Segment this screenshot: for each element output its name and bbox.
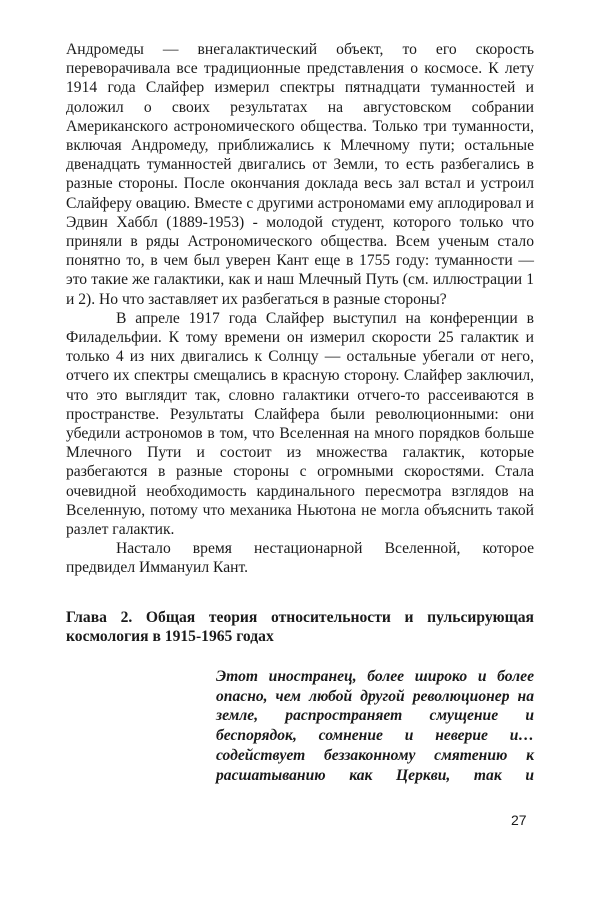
paragraph-slipher-philadelphia: В апреле 1917 года Слайфер выступил на конференции в Филадельфии. К тому времени он измерил скорости 25 галактик и только 4 из них двигались к Солнцу — остальные убегали от него, отчего их спектры смещались в красную сторону. Слайфер заключил, что это выглядит так, словно галактики отчего-то рассеиваются в пространстве. Результаты Слайфера были революционными: они убедили астрономов в том, что Вселенная на много порядков больше Млечного Пути и состоит из множества галактик, которые разбегаются в разные стороны с огромными скоростями. Стала очевидной необходимость кардинального пересмотра взглядов на Вселенную, потому что механика Ньютона не могла объяснить такой разлет галактик. bbox=[66, 309, 534, 539]
chapter-heading: Глава 2. Общая теория относительности и пульсирующая космология в 1915-1965 годах bbox=[66, 608, 534, 646]
paragraph-continued: Андромеды — внегалактический объект, то его скорость переворачивала все традиционные представления о космосе. К лету 1914 года Слайфер измерил спектры пятнадцати туманностей и доложил о своих результатах на августовском собрании Американского астрономического общества. Только три туманности, включая Андромеду, приближались к Млечному пути; остальные двенадцать туманностей двигались от Земли, то есть разбегались в разные стороны. После окончания доклада весь зал встал и устроил Слайферу овацию. Вместе с другими астрономами ему аплодировал и Эдвин Хаббл (1889-1953) - молодой студент, которого только что приняли в ряды Астрономического общества. Всем ученым стало понятно то, в чем был уверен Кант еще в 1755 году: туманности — это такие же галактики, как и наш Млечный Путь (см. иллюстрации 1 и 2). Но что заставляет их разбегаться в разные стороны? bbox=[66, 41, 534, 308]
epigraph: Этот иностранец, более широко и более опасно, чем любой другой революционер на земле, распространяет смущение и беспорядок, сомнение и неверие и… содействует беззаконному смятению к расшатыванию как Церкви, так и bbox=[216, 667, 534, 784]
page-number: 27 bbox=[511, 812, 527, 828]
page-body bbox=[66, 40, 534, 786]
paragraph-nonstationary-universe: Настало время нестационарной Вселенной, которое предвидел Иммануил Кант. bbox=[66, 540, 534, 577]
